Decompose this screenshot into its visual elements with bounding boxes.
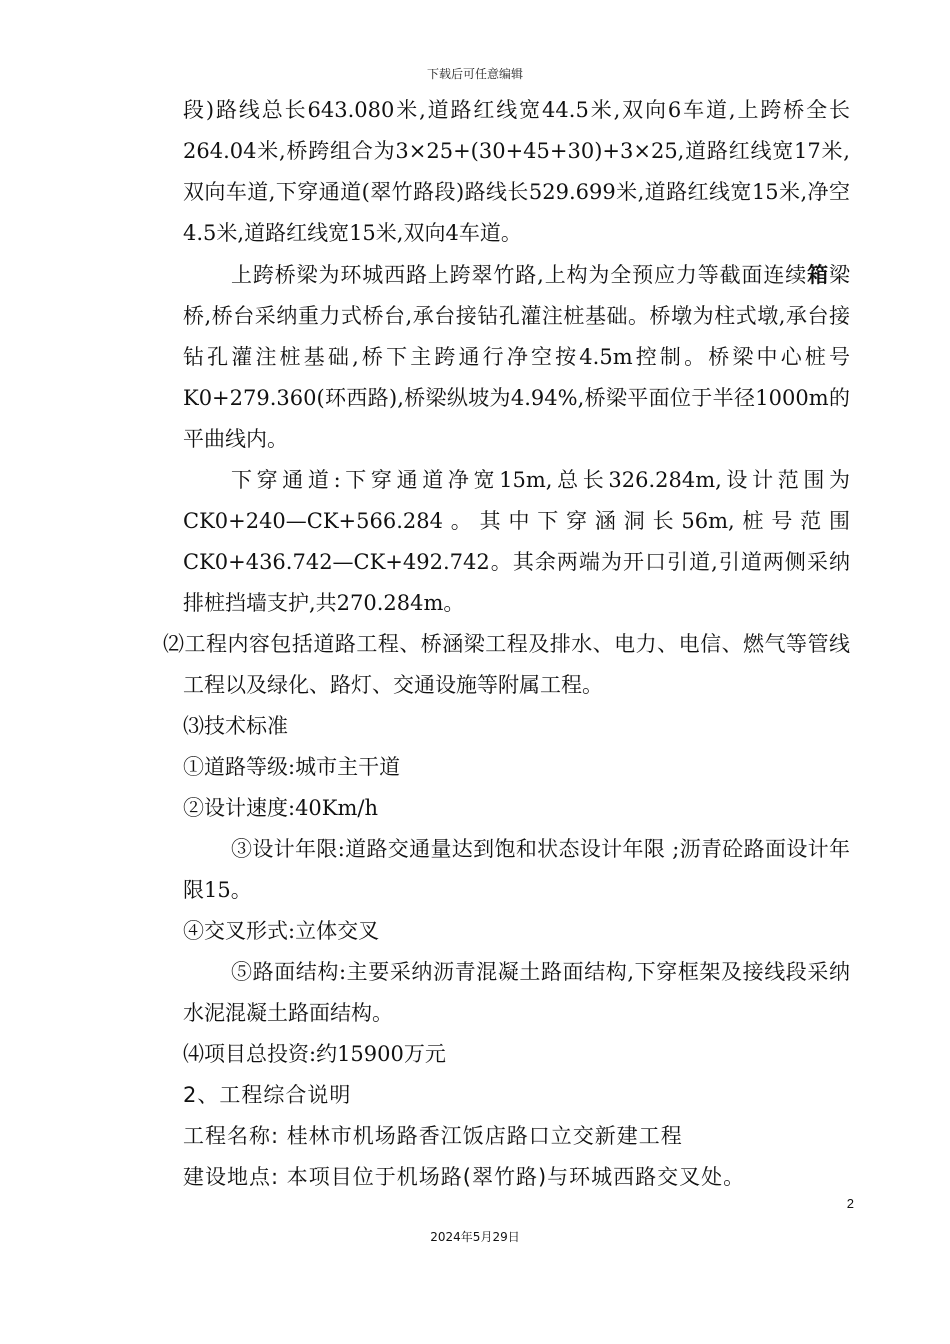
project-name-line: 工程名称: 桂林市机场路香江饭店路口立交新建工程 [183, 1124, 683, 1148]
page-header: 下载后可任意编辑 [426, 67, 523, 81]
document-body [163, 90, 850, 1198]
standard-item-road-grade: ①道路等级:城市主干道 [183, 755, 401, 779]
paragraph-underpass: 下穿通道:下穿通道净宽15m,总长326.284m,设计范围为CK0+240—CK+566.284。其中下穿涵洞长56m,桩号范围CK0+436.742—CK+492.742。其余两端为开口引道,引道两侧采纳排桩挡墙支护,共270.284m。 [183, 468, 850, 615]
standard-item-pavement-structure: ⑤路面结构:主要采纳沥青混凝土路面结构,下穿框架及接线段采纳水泥混凝土路面结构。 [183, 960, 850, 1025]
bold-character: 箱 [807, 262, 829, 287]
standard-item-design-life: ③设计年限:道路交通量达到饱和状态设计年限 ;沥青砼路面设计年限15。 [183, 837, 850, 902]
project-location-line: 建设地点: 本项目位于机场路(翠竹路)与环城西路交叉处。 [183, 1165, 746, 1189]
paragraph-overpass-bridge [183, 254, 850, 460]
page-number: 2 [846, 1196, 854, 1211]
paragraph-route-summary: 段)路线总长643.080米,道路红线宽44.5米,双向6车道,上跨桥全长264.04米,桥跨组合为3×25+(30+45+30)+3×25,道路红线宽17米,双向车道,下穿通道(翠竹路段)路线长529.699米,道路红线宽15米,净空4.5米,道路红线宽15米,双向4车道。 [183, 98, 850, 245]
page-footer-date: 2024年5月29日 [430, 1230, 520, 1244]
overpass-intro-text: 上跨桥梁为环城西路上跨翠竹路,上构为全预应力等截面连续 [231, 263, 808, 287]
paragraph-technical-standards: ⑶技术标准 [183, 714, 288, 738]
section-heading-project-description: 2、工程综合说明 [183, 1083, 352, 1107]
paragraph-total-investment: ⑷项目总投资:约15900万元 [183, 1042, 446, 1066]
paragraph-project-scope: ⑵工程内容包括道路工程、桥涵梁工程及排水、电力、电信、燃气等管线工程以及绿化、路灯、交通设施等附属工程。 [163, 632, 850, 697]
overpass-detail-text: 梁桥,桥台采纳重力式桥台,承台接钻孔灌注桩基础。桥墩为柱式墩,承台接钻孔灌注桩基础,桥下主跨通行净空按4.5m控制。桥梁中心桩号K0+279.360(环西路),桥梁纵坡为4.94%,桥梁平面位于半径1000m的平曲线内。 [183, 263, 850, 451]
standard-item-intersection-type: ④交叉形式:立体交叉 [183, 919, 380, 943]
standard-item-design-speed: ②设计速度:40Km/h [183, 796, 378, 820]
